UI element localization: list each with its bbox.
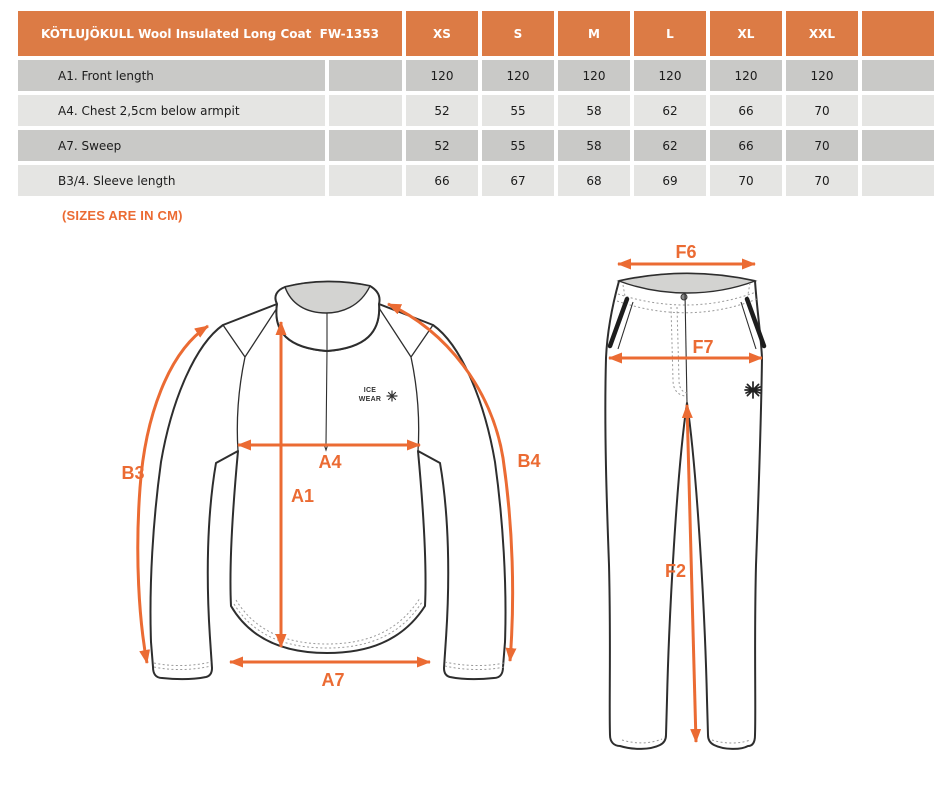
pants-button	[681, 294, 687, 300]
size-value-cell: 120	[482, 60, 554, 91]
row-label: A7. Sweep	[18, 130, 325, 161]
row-label: A4. Chest 2,5cm below armpit	[18, 95, 325, 126]
size-value-cell: 67	[482, 165, 554, 196]
label-a1: A1	[291, 486, 315, 506]
label-f7: F7	[692, 337, 714, 357]
pants-outline	[605, 274, 762, 749]
size-value-cell: 52	[406, 130, 478, 161]
label-a7: A7	[321, 670, 345, 690]
units-note: (SIZES ARE IN CM)	[62, 208, 183, 223]
size-col-header-xl: XL	[710, 11, 782, 56]
size-col-header-s: S	[482, 11, 554, 56]
shirt-diagram	[121, 282, 540, 690]
size-col-header-l: L	[634, 11, 706, 56]
pants-snowflake-icon	[745, 382, 761, 398]
shirt-body-outline	[150, 304, 505, 679]
size-value-cell: 52	[406, 95, 478, 126]
size-value-cell: 58	[558, 95, 630, 126]
label-a4: A4	[318, 452, 342, 472]
label-f6: F6	[675, 242, 697, 262]
size-value-cell: 66	[710, 130, 782, 161]
label-f2: F2	[664, 561, 686, 581]
size-value-cell: 62	[634, 95, 706, 126]
size-value-cell: 120	[710, 60, 782, 91]
table-title: KÖTLUJÖKULL Wool Insulated Long Coat FW-1353	[18, 11, 402, 56]
pants-diagram	[605, 242, 764, 749]
size-value-cell: 66	[406, 165, 478, 196]
size-value-cell: 120	[634, 60, 706, 91]
size-value-cell: 70	[786, 165, 858, 196]
logo-text-line1: ICE	[363, 387, 377, 394]
size-value-cell: 55	[482, 130, 554, 161]
size-value-cell: 55	[482, 95, 554, 126]
size-value-cell: 58	[558, 130, 630, 161]
size-value-cell: 70	[710, 165, 782, 196]
row-label: A1. Front length	[18, 60, 325, 91]
row-label: B3/4. Sleeve length	[18, 165, 325, 196]
size-value-cell: 68	[558, 165, 630, 196]
size-col-header-xs: XS	[406, 11, 478, 56]
size-value-cell: 120	[558, 60, 630, 91]
size-value-cell: 120	[406, 60, 478, 91]
size-value-cell: 70	[786, 95, 858, 126]
size-value-cell: 69	[634, 165, 706, 196]
label-b3: B3	[121, 463, 145, 483]
size-value-cell: 66	[710, 95, 782, 126]
size-col-header-xxl: XXL	[786, 11, 858, 56]
logo-snowflake-icon	[387, 391, 397, 401]
size-col-header-m: M	[558, 11, 630, 56]
size-value-cell: 120	[786, 60, 858, 91]
size-value-cell: 70	[786, 130, 858, 161]
logo-text-line2: WEAR	[358, 396, 382, 403]
label-b4: B4	[517, 451, 541, 471]
size-value-cell: 62	[634, 130, 706, 161]
